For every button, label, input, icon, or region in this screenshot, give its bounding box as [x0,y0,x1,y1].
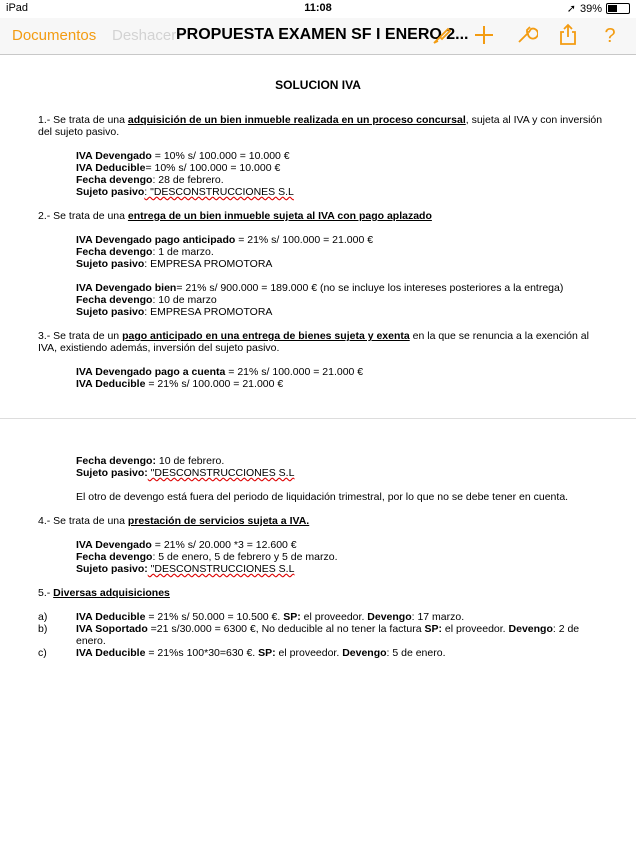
status-bar [0,0,636,18]
battery-area [567,2,630,15]
list-item: a) IVA Deducible = 21% s/ 50.000 = 10.500 €. SP: el proveedor. Devengo: 17 marzo. [38,611,465,623]
continuation-lines: Fecha devengo: 10 de febrero. Sujeto pasivo: "DESCONSTRUCCIONES S.L El otro de devengo está fuera del periodo de liquidación trimestral, por lo que no se debe tener en cuenta. [38,455,604,503]
wrench-icon[interactable] [514,23,538,47]
device-label: iPad [6,2,29,14]
help-icon[interactable] [598,23,622,47]
toolbar [0,18,636,55]
document-body [38,114,604,390]
section-2: 2.- Se trata de una entrega de un bien inmueble sujeta al IVA con pago aplazado [38,210,432,222]
section-1: 1.- Se trata de una adquisición de un bien inmueble realizada en un proceso concursal, sujeta al IVA y con inversión del sujeto pasivo. [38,114,603,138]
document-body-2 [38,455,604,659]
note: El otro de devengo está fuera del periodo de liquidación trimestral, por lo que no se debe tener en cuenta. [76,491,569,503]
clock: 11:08 [304,2,332,14]
plus-icon[interactable] [472,23,496,47]
documents-button[interactable]: Documentos [12,27,97,44]
document-page-1 [0,56,636,416]
section-4-lines: IVA Devengado = 21% s/ 20.000 *3 = 12.600 € Fecha devengo: 5 de enero, 5 de febrero y 5 de marzo. Sujeto pasivo: "DESCONSTRUCCIONES S.L [76,539,338,575]
page-title: SOLUCION IVA [275,78,361,92]
location-icon: ➚ [566,3,576,15]
list-item: c) IVA Deducible = 21%s 100*30=630 €. SP: el proveedor. Devengo: 5 de enero. [38,647,446,659]
section-2b-lines: IVA Devengado bien= 21% s/ 900.000 = 189.000 € (no se incluye los intereses posteriores a la entrega) Fecha devengo: 10 de marzo Sujeto pasivo: EMPRESA PROMOTORA [76,282,564,318]
section-3: 3.- Se trata de un pago anticipado en una entrega de bienes sujeta y exenta en la que se renuncia a la exención al IVA, existiendo además, inversión del sujeto pasivo. [38,330,589,354]
list-item: b) IVA Soportado =21 s/30.000 = 6300 €, No deducible al no tener la factura SP: el proveedor. Devengo: 2 de enero. [38,623,580,647]
section-2a-lines: IVA Devengado pago anticipado = 21% s/ 100.000 = 21.000 € Fecha devengo: 1 de marzo. Sujeto pasivo: EMPRESA PROMOTORA [76,234,374,270]
section-3-lines: IVA Devengado pago a cuenta = 21% s/ 100.000 = 21.000 € IVA Deducible = 21% s/ 100.000 = 21.000 € [76,366,364,390]
share-icon[interactable] [556,23,580,47]
section-4: 4.- Se trata de una prestación de servicios sujeta a IVA. [38,515,310,527]
undo-button[interactable]: Deshacer [112,27,177,44]
document-page-2 [0,418,636,849]
battery-percent: 39% [579,2,602,15]
document-title: PROPUESTA EXAMEN SF I ENERO 2... [176,26,469,43]
paintbrush-icon[interactable] [430,23,454,47]
svg-text:?: ? [604,25,616,47]
section-5: 5.- Diversas adquisiciones [38,587,170,599]
battery-icon [606,3,630,14]
section-1-lines: IVA Devengado = 10% s/ 100.000 = 10.000 € IVA Deducible= 10% s/ 100.000 = 10.000 € Fecha devengo: 28 de febrero. Sujeto pasivo: "DESCONSTRUCCIONES S.L [76,150,294,198]
